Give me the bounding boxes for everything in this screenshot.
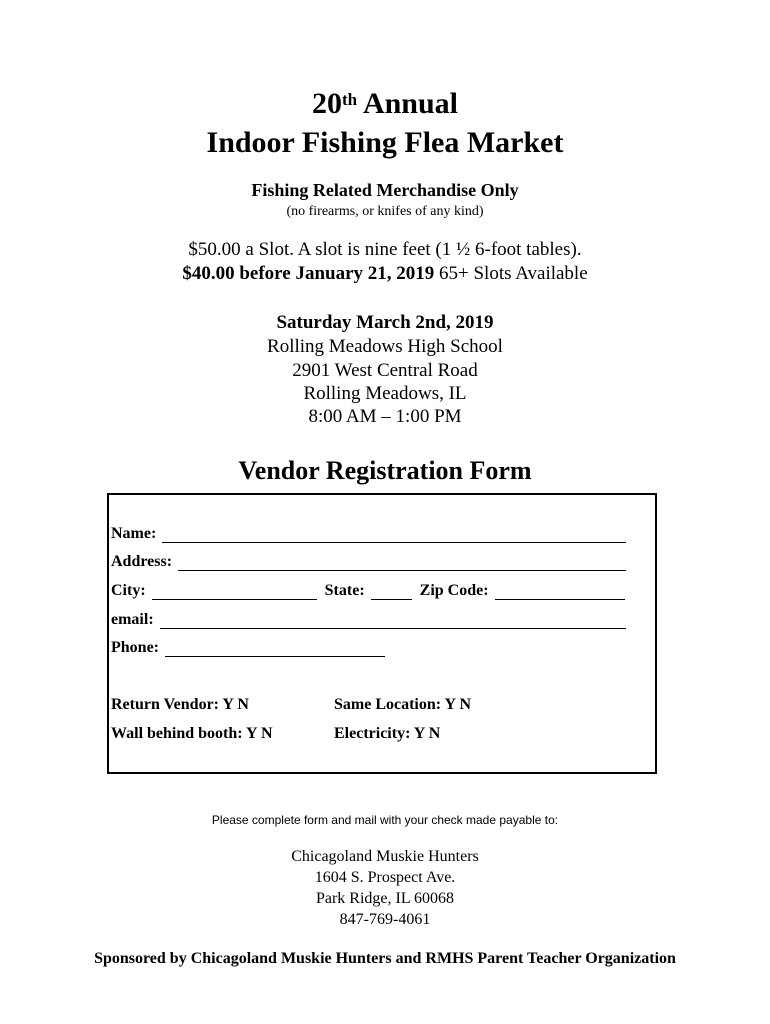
address-field[interactable] — [178, 556, 626, 571]
title-word: Annual — [357, 87, 459, 120]
state-label: State: — [324, 582, 365, 599]
pricing-line: $50.00 a Slot. A slot is nine feet (1 ½ 6-foot tables). — [188, 239, 582, 260]
phone-row — [111, 639, 385, 657]
mail-instruction: Please complete form and mail with your check made payable to: — [211, 813, 559, 827]
early-pricing-line — [0, 262, 770, 286]
name-row — [111, 525, 626, 543]
mail-city: Park Ridge, IL 60068 — [315, 890, 455, 907]
mail-org: Chicagoland Muskie Hunters — [291, 848, 479, 865]
email-label: email: — [111, 611, 154, 628]
address-row — [111, 553, 626, 571]
page-title-line2: Indoor Fishing Flea Market — [206, 126, 564, 159]
page-title-line1 — [0, 86, 770, 122]
early-price: $40.00 before January 21, 2019 — [182, 263, 435, 284]
event-venue: Rolling Meadows High School — [267, 336, 503, 357]
title-number: 20 — [311, 87, 342, 120]
event-hours: 8:00 AM – 1:00 PM — [308, 406, 462, 427]
phone-field[interactable] — [165, 642, 385, 657]
return-vendor-option[interactable]: Return Vendor: Y N — [111, 696, 249, 713]
sponsor-footer: Sponsored by Chicagoland Muskie Hunters and RMHS Parent Teacher Organization — [94, 950, 676, 967]
form-heading: Vendor Registration Form — [238, 456, 532, 485]
city-field[interactable] — [152, 585, 317, 600]
zip-field[interactable] — [495, 585, 625, 600]
title-ordinal: th — [341, 90, 358, 109]
city-state-zip-row — [111, 582, 625, 600]
registration-form-box — [107, 493, 657, 774]
same-location-option[interactable]: Same Location: Y N — [334, 696, 472, 713]
email-field[interactable] — [160, 614, 626, 629]
wall-behind-booth-option[interactable]: Wall behind booth: Y N — [111, 725, 273, 742]
event-city: Rolling Meadows, IL — [303, 383, 467, 404]
address-label: Address: — [111, 553, 173, 570]
subtitle: Fishing Related Merchandise Only — [251, 180, 519, 200]
phone-label: Phone: — [111, 639, 159, 656]
city-label: City: — [111, 582, 146, 599]
zip-label: Zip Code: — [419, 582, 489, 599]
name-label: Name: — [111, 525, 157, 542]
state-field[interactable] — [371, 585, 412, 600]
slots-available: 65+ Slots Available — [434, 263, 588, 284]
name-field[interactable] — [162, 528, 626, 543]
electricity-option[interactable]: Electricity: Y N — [334, 725, 441, 742]
subtitle-note: (no firearms, or knifes of any kind) — [286, 204, 484, 219]
mail-phone: 847-769-4061 — [339, 911, 431, 928]
event-street: 2901 West Central Road — [292, 360, 478, 381]
event-date: Saturday March 2nd, 2019 — [276, 312, 494, 333]
mail-street: 1604 S. Prospect Ave. — [314, 869, 456, 886]
email-row — [111, 611, 626, 629]
